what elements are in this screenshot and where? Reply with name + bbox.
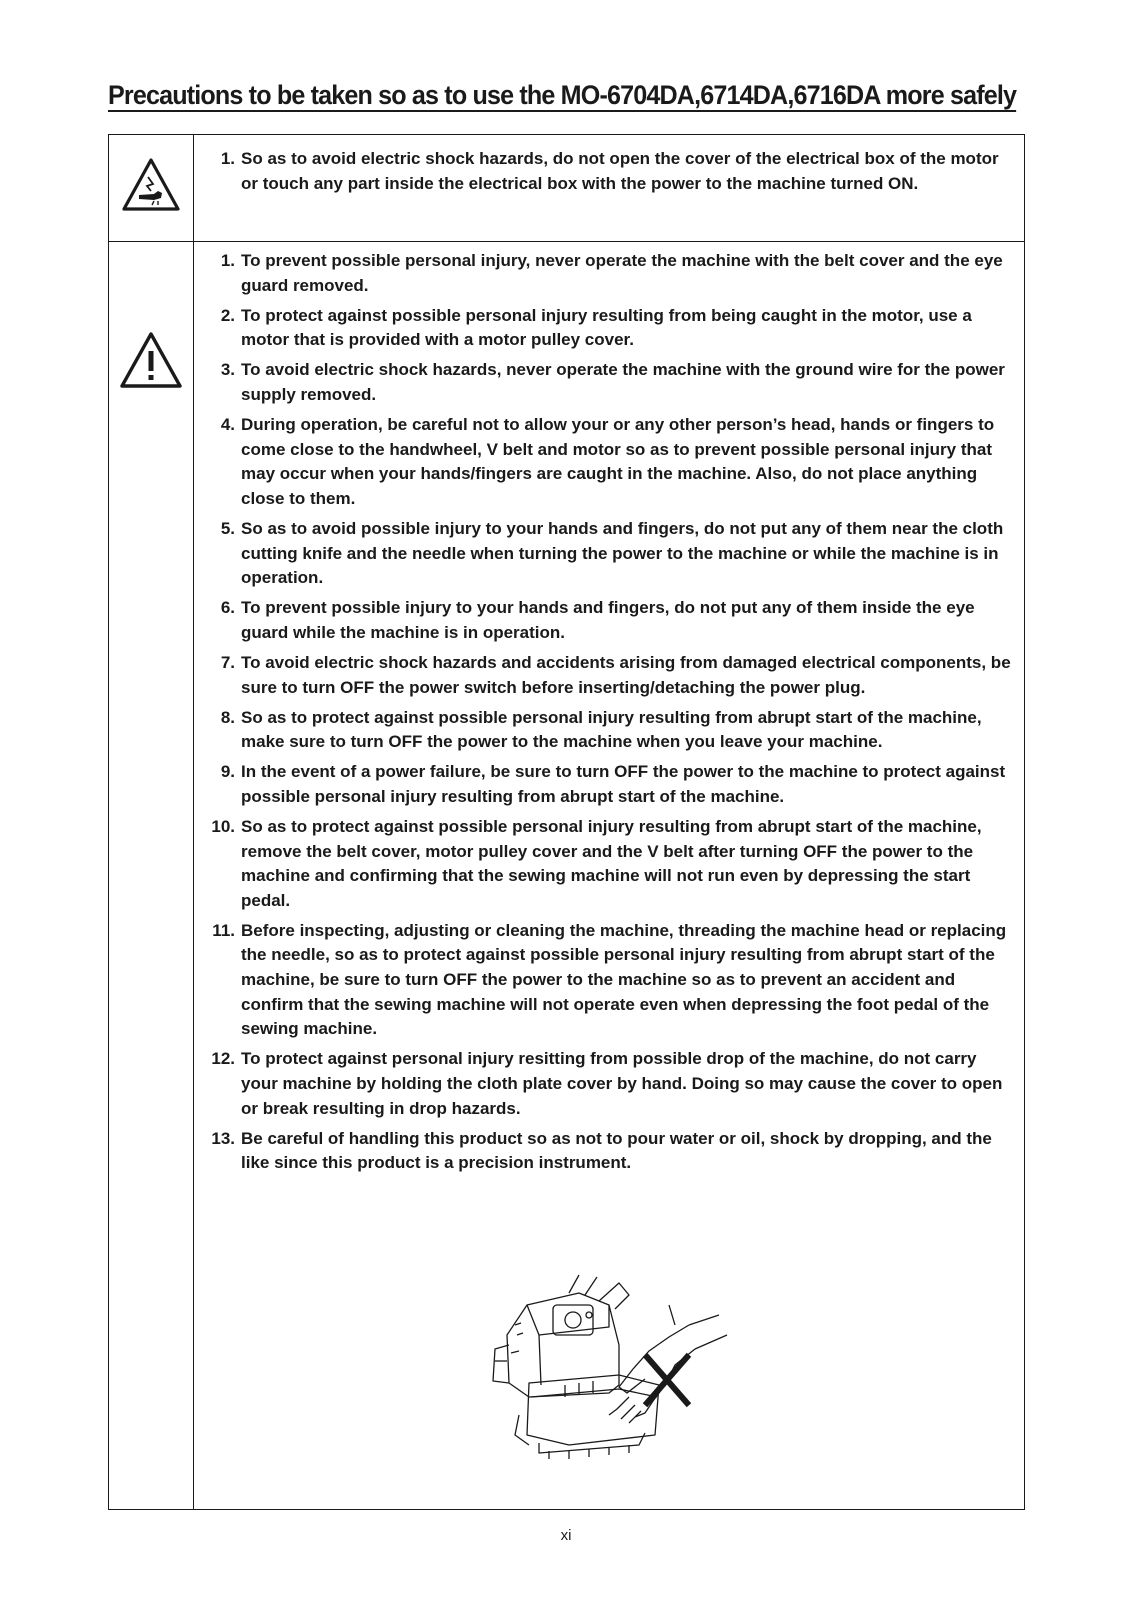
- caution-precautions-list: [199, 249, 1011, 1181]
- item-number: 9.: [220, 762, 235, 782]
- item-text: Before inspecting, adjusting or cleaning the machine, threading the machine head or replacing the needle, so as to protect against possible personal injury resulting from abrupt start of the machine, be sure to turn OFF the power to the machine so as to prevent an accident and confirm that the sewing machine will not operate even when depressing the foot pedal of the sewing machine.: [241, 920, 1007, 1039]
- list-item: [199, 1127, 1011, 1176]
- item-text: To prevent possible personal injury, never operate the machine with the belt cover and the eye guard removed.: [241, 251, 1003, 295]
- page-number: xi: [560, 1527, 572, 1544]
- item-text: To avoid electric shock hazards and accidents arising from damaged electrical components, be sure to turn OFF the power switch before inserting/detaching the power plug.: [241, 652, 1011, 697]
- list-item: [199, 358, 1011, 407]
- caution-exclamation-icon: [119, 331, 183, 389]
- item-number: 3.: [220, 360, 235, 380]
- item-number: 11.: [212, 920, 235, 940]
- icon-column-divider: [193, 135, 194, 1509]
- item-number: 12.: [211, 1049, 235, 1069]
- list-item: [199, 517, 1011, 591]
- machine-carry-prohibited-illustration: [469, 1265, 729, 1495]
- electric-hazard-precautions-list: [199, 147, 1011, 196]
- item-text: Be careful of handling this product so as not to pour water or oil, shock by dropping, and the like since this product is a precision instrument.: [241, 1128, 992, 1173]
- item-number: 1.: [220, 149, 235, 168]
- list-item: [199, 706, 1011, 755]
- list-item: [199, 596, 1011, 645]
- list-item: [199, 815, 1011, 913]
- item-number: 1.: [220, 251, 235, 270]
- item-number: 5.: [220, 518, 235, 538]
- list-item: [199, 249, 1011, 298]
- item-text: To prevent possible injury to your hands and fingers, do not put any of them inside the eye guard while the machine is in operation.: [241, 598, 975, 642]
- item-text: In the event of a power failure, be sure to turn OFF the power to the machine to protect against possible personal injury resulting from abrupt start of the machine.: [241, 762, 1006, 806]
- precautions-table: [108, 134, 1025, 1510]
- list-item: [199, 651, 1011, 700]
- list-item: [199, 1047, 1011, 1121]
- list-item: [199, 147, 1011, 196]
- item-number: 6.: [220, 598, 235, 618]
- item-number: 8.: [220, 707, 235, 727]
- list-item: [199, 304, 1011, 353]
- item-text: To protect against personal injury resitting from possible drop of the machine, do not carry your machine by holding the cloth plate cover by hand. Doing so may cause the cover to open or break resulting in drop hazards.: [241, 1049, 1003, 1118]
- row-divider: [109, 241, 1024, 242]
- item-number: 4.: [220, 415, 235, 435]
- item-text: To protect against possible personal injury resulting from being caught in the motor, use a motor that is provided with a motor pulley cover.: [241, 305, 972, 350]
- item-text: So as to protect against possible personal injury resulting from abrupt start of the machine, remove the belt cover, motor pulley cover and the V belt after turning OFF the power to the machine and confirming that the sewing machine will not run even by depressing the start pedal.: [241, 816, 982, 910]
- item-text: So as to avoid electric shock hazards, do not open the cover of the electrical box of the motor or touch any part inside the electrical box with the power to the machine turned ON.: [241, 149, 999, 193]
- item-number: 2.: [220, 305, 235, 325]
- list-item: [199, 413, 1011, 511]
- page-title: Precautions to be taken so as to use the MO-6704DA,6714DA,6716DA more safely: [108, 80, 1017, 110]
- item-text: During operation, be careful not to allow your or any other person’s head, hands or fingers to come close to the handwheel, V belt and motor so as to prevent possible personal injury that may occur when your hands/fingers are caught in the machine. Also, do not place anything close to them.: [241, 415, 995, 508]
- item-text: So as to avoid possible injury to your hands and fingers, do not put any of them near the cloth cutting knife and the needle when turning the power to the machine or while the machine is in operation.: [241, 518, 1004, 588]
- item-text: To avoid electric shock hazards, never operate the machine with the ground wire for the power supply removed.: [241, 360, 1005, 404]
- list-item: [199, 919, 1011, 1042]
- electric-shock-hazard-icon: [121, 157, 181, 213]
- item-number: 13.: [211, 1128, 235, 1148]
- item-number: 10.: [211, 816, 235, 836]
- item-number: 7.: [220, 652, 235, 672]
- list-item: [199, 760, 1011, 809]
- item-text: So as to protect against possible personal injury resulting from abrupt start of the machine, make sure to turn OFF the power to the machine when you leave your machine.: [241, 707, 982, 752]
